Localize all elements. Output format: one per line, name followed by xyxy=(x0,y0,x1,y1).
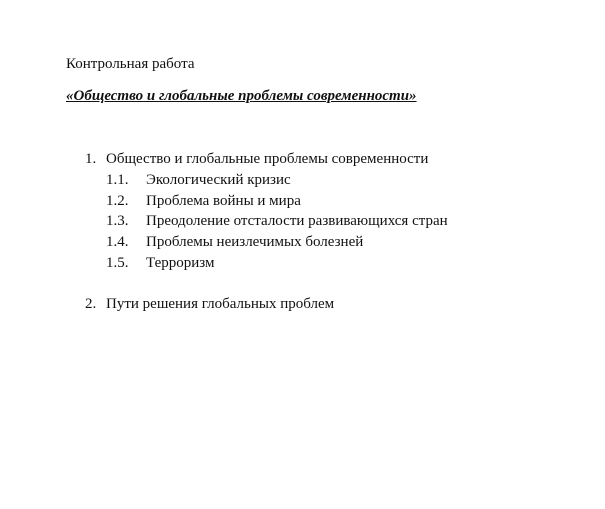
outline-subitem-label: Преодоление отсталости развивающихся стран xyxy=(146,213,448,229)
outline-subitem-label: Проблемы неизлечимых болезней xyxy=(146,234,364,250)
outline-subitem-label: Экологический кризис xyxy=(146,172,291,188)
outline-item-number: 2. xyxy=(85,296,97,312)
outline-subitem-number: 1.3. xyxy=(106,213,129,229)
outline-item-number: 1. xyxy=(85,151,97,167)
outline-subitem-number: 1.5. xyxy=(106,255,129,271)
outline-item-label: Общество и глобальные проблемы современности xyxy=(106,151,429,167)
outline-subitem-number: 1.2. xyxy=(106,193,129,209)
outline-subitem-number: 1.1. xyxy=(106,172,129,188)
document-subtitle: «Общество и глобальные проблемы современности» xyxy=(66,88,417,104)
document-title: Контрольная работа xyxy=(66,56,195,72)
outline-subitem-label: Проблема войны и мира xyxy=(146,193,301,209)
outline-subitem-label: Терроризм xyxy=(146,255,215,271)
outline-subitem-number: 1.4. xyxy=(106,234,129,250)
outline-item-label: Пути решения глобальных проблем xyxy=(106,296,335,312)
